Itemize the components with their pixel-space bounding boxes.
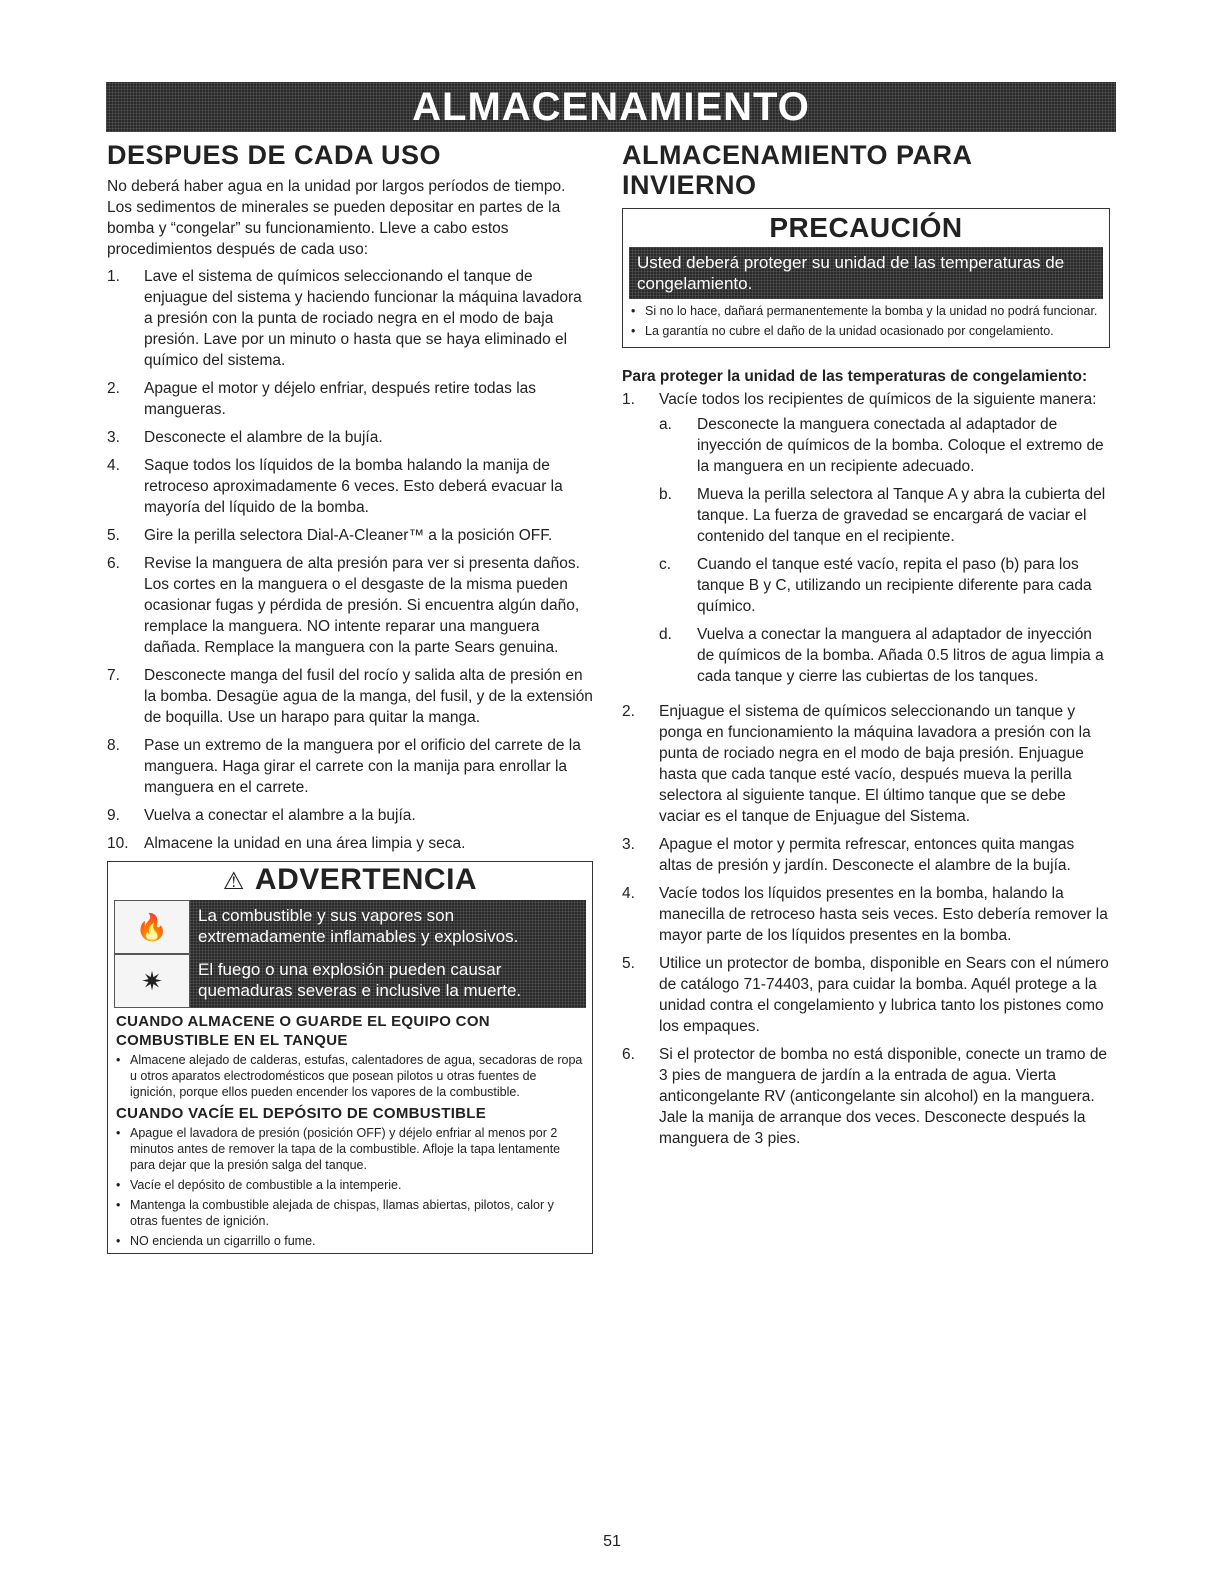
caution-title: PRECAUCIÓN	[769, 212, 963, 243]
list-item: 2. Apague el motor y déjelo enfriar, después retire todas las mangueras.	[107, 380, 537, 418]
list-item: 3. Desconecte el alambre de la bujía.	[107, 429, 383, 446]
list-item: 3. Apague el motor y permita refrescar, entonces quita mangas altas de presión y jardín. Desconecte el alambre de la bujía.	[622, 836, 1075, 874]
list-item: 1. Lave el sistema de químicos seleccionando el tanque de enjuague del sistema y haciendo funcionar la máquina lavadora a presión con la punta de rociado negra en el modo de baja presión. Lave por un minuto o hasta que se haya eliminado el químico del sistema.	[107, 268, 582, 369]
list-item: c. Cuando el tanque esté vacío, repita el paso (b) para los tanque B y C, utilizando un recipiente diferente para cada químico.	[659, 556, 1092, 615]
explosion-icon: ✷	[114, 954, 190, 1008]
after-use-steps	[107, 266, 593, 854]
caution-box	[622, 208, 1110, 348]
list-item: • Vacíe el depósito de combustible a la intemperie.	[116, 1178, 402, 1192]
list-item: • Mantenga la combustible alejada de chispas, llamas abiertas, pilotos, calor y otras fuentes de ignición.	[116, 1198, 554, 1228]
banner-title: ALMACENAMIENTO	[412, 84, 810, 129]
list-item: • Si no lo hace, dañará permanentemente la bomba y la unidad no podrá funcionar.	[631, 304, 1098, 318]
caution-banner: Usted deberá proteger su unidad de las temperaturas de congelamiento.	[629, 247, 1103, 299]
list-item: 4. Saque todos los líquidos de la bomba halando la manija de retroceso aproximadamente 6 veces. Esto deberá evacuar la mayoría del líquido de la bomba.	[107, 457, 563, 516]
list-item: 7. Desconecte manga del fusil del rocío y salida alta de presión en la bomba. Desagüe agua de la manga, del fusil, y de la extensión de boquilla. Use un harapo para quitar la manga.	[107, 667, 593, 726]
after-use-heading: DESPUES DE CADA USO	[107, 140, 442, 170]
list-item: 9. Vuelva a conectar el alambre a la bujía.	[107, 807, 416, 824]
warning-box	[107, 861, 593, 1254]
caution-bullets	[623, 303, 1109, 339]
list-item: b. Mueva la perilla selectora al Tanque A y abra la cubierta del tanque. La fuerza de gravedad se encargará de vaciar el contenido del tanque en el recipiente.	[659, 486, 1106, 545]
warning-title: ⚠ ADVERTENCIA	[108, 862, 592, 898]
list-item: 8. Pase un extremo de la manguera por el orificio del carrete de la manguera. Haga girar el carrete con la manija para enrollar la manguera en el carrete.	[107, 737, 581, 796]
warning-hazard-explosion: El fuego o una explosión pueden causar quemaduras severas e inclusive la muerte.	[190, 954, 586, 1008]
warning-hazard-flammable: La combustible y sus vapores son extremadamente inflamables y explosivos.	[190, 900, 586, 954]
winter-heading: ALMACENAMIENTO PARA INVIERNO	[622, 140, 972, 200]
warning-hazards	[114, 900, 586, 1008]
warning-subhead-drain: CUANDO VACÍE EL DEPÓSITO DE COMBUSTIBLE	[116, 1105, 487, 1122]
after-use-intro: No deberá haber agua en la unidad por largos períodos de tiempo. Los sedimentos de minerales se pueden depositar en partes de la bomba y “congelar” su funcionamiento. Lleve a cabo estos procedimientos después de cada uso:	[107, 178, 566, 258]
list-item: • Apague el lavadora de presión (posición OFF) y déjelo enfriar al menos por 2 minutos antes de remover la tapa de la combustible. Afloje la tapa lentamente para dejar que la presión salga del tanque.	[116, 1126, 561, 1172]
winter-intro: Para proteger la unidad de las temperaturas de congelamiento:	[622, 368, 1088, 385]
list-item: • La garantía no cubre el daño de la unidad ocasionado por congelamiento.	[631, 324, 1054, 338]
winter-substeps	[659, 414, 1110, 687]
warning-drain-bullets	[108, 1125, 592, 1249]
list-item: • Almacene alejado de calderas, estufas, calentadores de agua, secadoras de ropa u otros aparatos electrodomésticos que posean pilotos u otras fuentes de ignición, porque ellos pueden encender los vapores de la combustible.	[116, 1053, 583, 1099]
section-banner	[106, 82, 1116, 132]
list-item: d. Vuelva a conectar la manguera al adaptador de inyección de químicos de la bomba. Añada 0.5 litros de agua limpia a cada tanque y cierre las cubiertas de los tanques.	[659, 626, 1104, 685]
page-number: 51	[603, 1533, 621, 1550]
list-item: 2. Enjuague el sistema de químicos seleccionando un tanque y ponga en funcionamiento la máquina lavadora a presión con la punta de rociado negra en el modo de baja presión. Enjuague hasta que cada tanque esté vacío, después mueva la perilla selectora al siguiente tanque. El último tanque que se debe vaciar es el tanque de Enjuague del Sistema.	[622, 703, 1091, 825]
list-item: 5. Gire la perilla selectora Dial-A-Cleaner™ a la posición OFF.	[107, 527, 553, 544]
list-item: • NO encienda un cigarrillo o fume.	[116, 1234, 316, 1248]
list-item: a. Desconecte la manguera conectada al adaptador de inyección de químicos de la bomba. Coloque el extremo de la manguera en un recipiente adecuado.	[659, 416, 1104, 475]
list-item: 6. Si el protector de bomba no está disponible, conecte un tramo de 3 pies de manguera de jardín a la entrada de agua. Vierta anticongelante RV (anticongelante sin alcohol) en la manguera. Jale la manija de arranque dos veces. Desconecte después la manguera de 3 pies.	[622, 1046, 1108, 1147]
warning-triangle-icon: ⚠	[222, 868, 245, 895]
list-item: 1. Vacíe todos los recipientes de químicos de la siguiente manera: a. Desconecte la manguera conectada al adaptador de inyección de químicos de la bomba. Coloque el extremo de la manguera en un recipiente adecuado. b. Mueva la perilla selectora al Tanque A y abra la cubierta del tanque. La fuerza de gravedad se encargará de vaciar el contenido del tanque en el recipiente. c. Cuando el tanque esté vacío, repita el paso (b) para los tanque B y C, utilizando un recipiente diferente para cada químico. d. Vuelva a conectar la manguera al adaptador de inyección de químicos de la bomba. Añada 0.5 litros de agua limpia a cada tanque y cierre las cubiertas de los tanques.	[622, 389, 1110, 694]
left-column	[107, 140, 593, 1254]
warning-subhead-storage: CUANDO ALMACENE O GUARDE EL EQUIPO CON COMBUSTIBLE EN EL TANQUE	[116, 1013, 490, 1049]
right-column	[622, 140, 1110, 1156]
list-item: 4. Vacíe todos los líquidos presentes en la bomba, halando la manecilla de retroceso hasta seis veces. Esto debería remover la mayor parte de los líquidos presentes en la bomba.	[622, 885, 1108, 944]
warning-storage-bullets	[108, 1052, 592, 1100]
winter-steps	[622, 389, 1110, 1149]
fire-icon: 🔥	[114, 900, 190, 954]
list-item: 6. Revise la manguera de alta presión para ver si presenta daños. Los cortes en la manguera o el desgaste de la misma pueden ocasionar fugas y pérdida de presión. Si encuentra algún daño, remplace la manguera. NO intente reparar una manguera dañada. Remplace la manguera con la parte Sears genuina.	[107, 555, 580, 656]
list-item: 5. Utilice un protector de bomba, disponible en Sears con el número de catálogo 71-74403, para cuidar la bomba. Aquél protege a la unidad contra el congelamiento y lubrica tanto los pistones como los empaques.	[622, 955, 1109, 1035]
list-item: 10. Almacene la unidad en una área limpia y seca.	[107, 835, 466, 852]
